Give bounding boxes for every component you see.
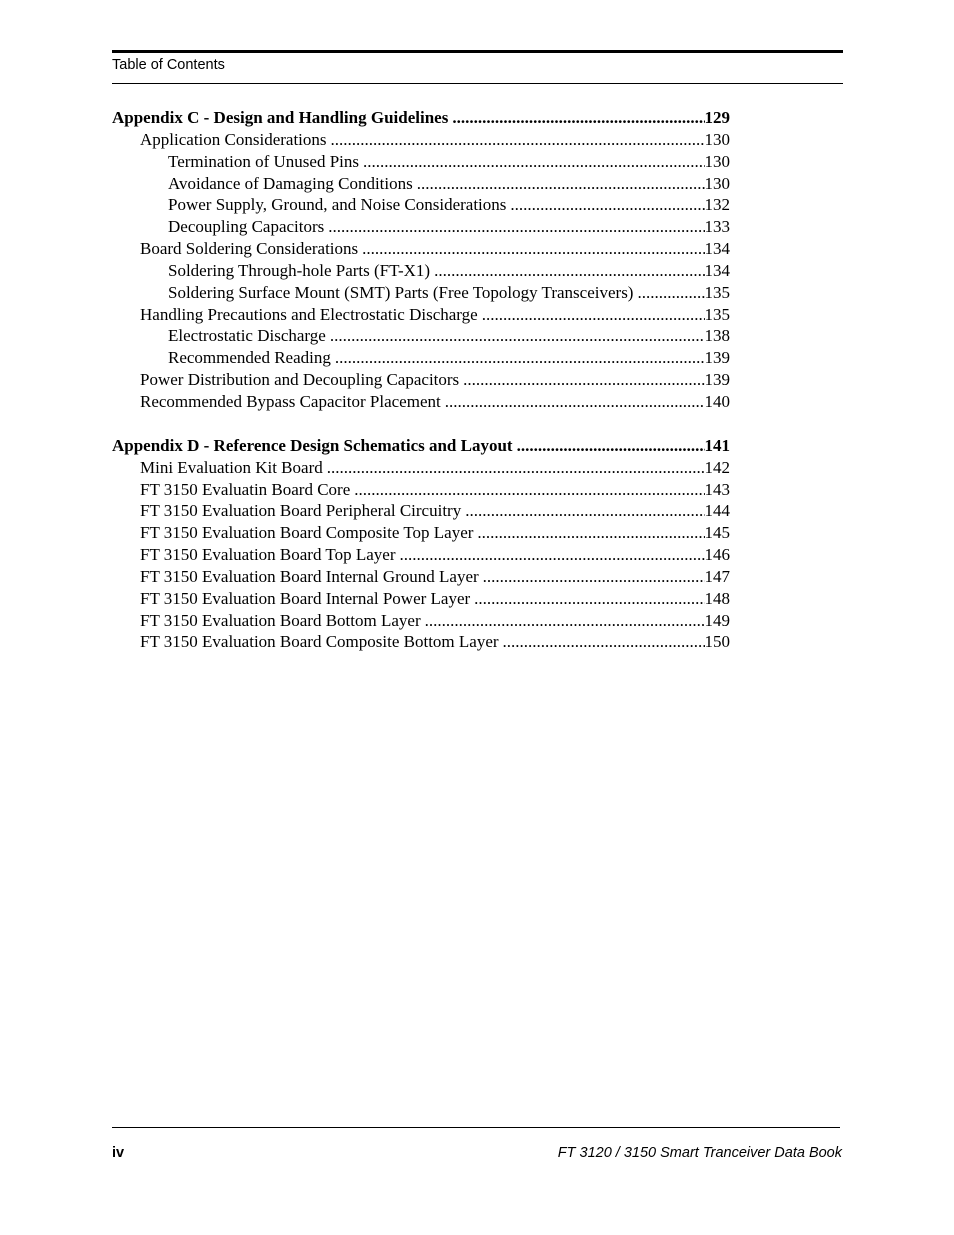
toc-dot-leader	[452, 107, 704, 129]
toc-page-number: 130	[704, 129, 730, 149]
footer-rule	[112, 1127, 840, 1128]
toc-entry-title: Recommended Reading	[168, 348, 331, 368]
toc-page-number: 148	[704, 588, 730, 608]
toc-dot-leader	[400, 544, 705, 566]
toc-dot-leader	[328, 216, 704, 238]
toc-entry[interactable]	[112, 129, 730, 151]
toc-page-number: 140	[704, 391, 730, 411]
toc-entry[interactable]	[112, 566, 730, 588]
toc-page-number: 130	[704, 151, 730, 171]
running-header: Table of Contents	[112, 57, 225, 73]
toc-dot-leader	[363, 151, 705, 173]
toc-page-number: 141	[704, 435, 730, 455]
toc-dot-leader	[517, 435, 705, 457]
toc-entry[interactable]	[112, 610, 730, 632]
toc-page-number: 139	[704, 370, 730, 390]
toc-entry-title: FT 3150 Evaluatin Board Core	[140, 479, 351, 499]
toc-entry-title: Soldering Through-hole Parts (FT-X1)	[168, 260, 431, 280]
toc-appendix-entry[interactable]	[112, 435, 730, 457]
toc-page-number: 134	[704, 260, 730, 280]
toc-entry[interactable]	[112, 479, 730, 501]
toc-dot-leader	[465, 500, 704, 522]
footer-page-number: iv	[112, 1145, 125, 1161]
toc-page-number: 129	[704, 108, 730, 127]
toc-dot-leader	[425, 610, 705, 632]
toc-dot-leader	[354, 479, 704, 501]
toc-dot-leader	[510, 194, 704, 216]
toc-entry-title: FT 3150 Evaluation Board Composite Top Layer	[140, 523, 474, 543]
toc-entry[interactable]	[112, 151, 730, 173]
toc-page-number: 145	[704, 523, 730, 543]
toc-entry[interactable]	[112, 631, 730, 653]
toc-dot-leader	[482, 304, 705, 326]
toc-page-number: 130	[704, 173, 730, 193]
toc-entry-title: Decoupling Capacitors	[168, 217, 325, 237]
toc-dot-leader	[474, 588, 704, 610]
toc-dot-leader	[483, 566, 705, 588]
toc-entry-title: FT 3150 Evaluation Board Bottom Layer	[140, 610, 421, 630]
toc-entry-title: Power Supply, Ground, and Noise Considerations	[168, 195, 507, 215]
toc-page-number: 143	[704, 479, 730, 499]
toc-page-number: 142	[704, 457, 730, 477]
toc-entry-title: Recommended Bypass Capacitor Placement	[140, 391, 441, 411]
toc-dot-leader	[327, 457, 705, 479]
toc-entry[interactable]	[112, 588, 730, 610]
toc-entry[interactable]	[112, 260, 730, 282]
toc-entry[interactable]	[112, 522, 730, 544]
toc-entry-title: FT 3150 Evaluation Board Internal Power Layer	[140, 588, 471, 608]
toc-section-gap	[112, 413, 730, 435]
toc-appendix-entry[interactable]	[112, 107, 730, 129]
toc-page-number: 150	[704, 632, 730, 652]
toc-entry[interactable]	[112, 347, 730, 369]
toc-entry[interactable]	[112, 544, 730, 566]
toc-entry[interactable]	[112, 325, 730, 347]
toc-dot-leader	[335, 347, 705, 369]
header-top-rule	[112, 50, 843, 53]
toc-entry-title: Soldering Surface Mount (SMT) Parts (Free Topology Transceivers)	[168, 282, 634, 302]
toc-entry[interactable]	[112, 216, 730, 238]
toc-entry-title: Electrostatic Discharge	[168, 326, 326, 346]
toc-dot-leader	[434, 260, 704, 282]
toc-page-number: 147	[704, 566, 730, 586]
footer-book-title: FT 3120 / 3150 Smart Tranceiver Data Book	[557, 1145, 842, 1161]
toc-entry-title: Appendix C - Design and Handling Guidelines	[112, 108, 449, 127]
toc-page-number: 132	[704, 195, 730, 215]
toc-page-number: 135	[704, 282, 730, 302]
toc-entry[interactable]	[112, 173, 730, 195]
toc-dot-leader	[330, 325, 705, 347]
toc-dot-leader	[331, 129, 705, 151]
toc-page-number: 139	[704, 348, 730, 368]
toc-entry-title: Application Considerations	[140, 129, 327, 149]
toc-dot-leader	[445, 391, 705, 413]
toc-dot-leader	[477, 522, 704, 544]
toc-entry[interactable]	[112, 369, 730, 391]
toc-entry-title: Appendix D - Reference Design Schematics and Layout	[112, 435, 513, 455]
toc-entry[interactable]	[112, 500, 730, 522]
toc-page-number: 134	[704, 239, 730, 259]
toc-page-number: 149	[704, 610, 730, 630]
toc-entry[interactable]	[112, 304, 730, 326]
toc-dot-leader	[637, 282, 704, 304]
toc-entry-title: FT 3150 Evaluation Board Composite Bottom Layer	[140, 632, 499, 652]
toc-entry[interactable]	[112, 282, 730, 304]
toc-page-number: 146	[704, 545, 730, 565]
toc-entry-title: Handling Precautions and Electrostatic Discharge	[140, 304, 478, 324]
toc-page-number: 135	[704, 304, 730, 324]
toc-entry[interactable]	[112, 391, 730, 413]
toc-entry-title: FT 3150 Evaluation Board Peripheral Circuitry	[140, 501, 462, 521]
toc-page-number: 133	[704, 217, 730, 237]
toc-entry[interactable]	[112, 194, 730, 216]
toc-entry-title: FT 3150 Evaluation Board Internal Ground Layer	[140, 566, 479, 586]
toc-entry-title: Power Distribution and Decoupling Capacitors	[140, 370, 460, 390]
toc-dot-leader	[417, 173, 705, 195]
header-bottom-rule	[112, 83, 843, 84]
toc-entry-title: Board Soldering Considerations	[140, 239, 359, 259]
toc-entry[interactable]	[112, 238, 730, 260]
toc-entry-title: Avoidance of Damaging Conditions	[168, 173, 413, 193]
toc-page-number: 144	[704, 501, 730, 521]
toc-entry-title: Termination of Unused Pins	[168, 151, 359, 171]
table-of-contents	[112, 107, 730, 653]
toc-page-number: 138	[704, 326, 730, 346]
toc-dot-leader	[463, 369, 704, 391]
toc-dot-leader	[362, 238, 704, 260]
toc-entry[interactable]	[112, 457, 730, 479]
toc-entry-title: Mini Evaluation Kit Board	[140, 457, 323, 477]
toc-dot-leader	[503, 631, 705, 653]
toc-entry-title: FT 3150 Evaluation Board Top Layer	[140, 545, 396, 565]
